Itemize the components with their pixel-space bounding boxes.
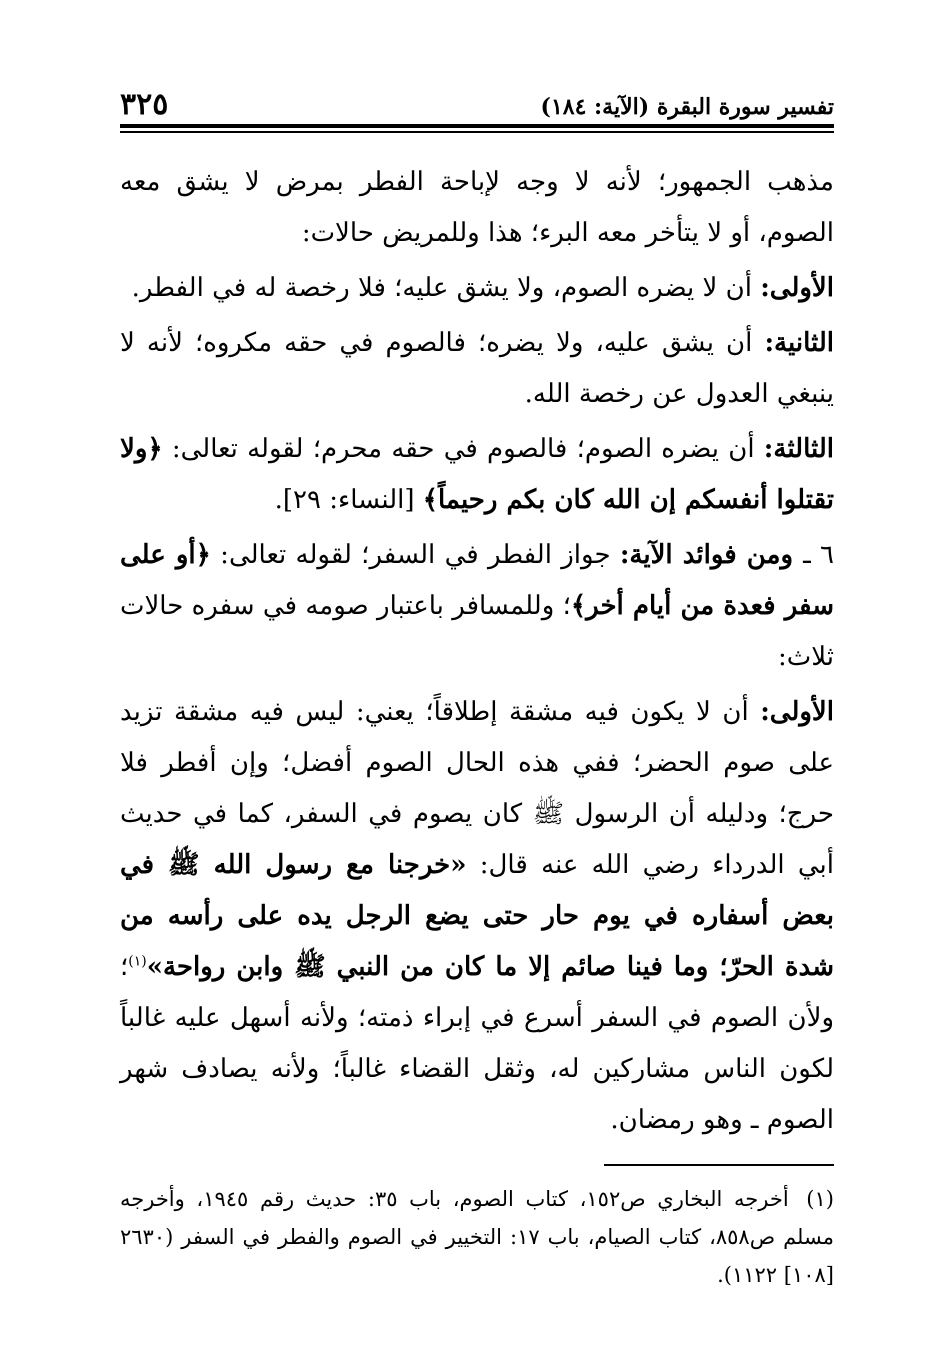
paragraph-lead: الأولى: — [760, 272, 834, 303]
paragraph-text: أن يضره الصوم؛ فالصوم في حقه محرم؛ لقوله تعالى: — [162, 433, 764, 464]
quran-quote: ﴿ولا تقتلوا أنفسكم إن الله كان بكم رحيماً﴾ — [120, 433, 834, 515]
footnote-ref[interactable]: (١) — [128, 952, 147, 969]
paragraph-tail: ؛ وللمسافر باعتبار صومه في سفره حالات ثلاث: — [120, 590, 834, 672]
page-header — [120, 82, 834, 120]
paragraph-lead: الثالثة: — [763, 433, 834, 464]
paragraph — [120, 263, 834, 314]
page-number: ٣٢٥ — [120, 87, 169, 122]
paragraph — [120, 530, 834, 683]
paragraph-text: جواز الفطر في السفر؛ لقوله تعالى: — [210, 539, 620, 570]
running-title: تفسير سورة البقرة (الآية: ١٨٤) — [540, 94, 834, 120]
header-rule-thin — [120, 131, 834, 133]
footnote-number: (١) — [806, 1186, 834, 1211]
hadith-quote: «خرجنا مع رسول الله ﷺ في بعض أسفاره في يوم حار حتى يضع الرجل يده على رأسه من شدة الحرّ؛ وما فينا صائم إلا ما كان من النبي ﷺ وابن رواحة» — [120, 849, 834, 982]
paragraph-text: أن يشق عليه، ولا يضره؛ فالصوم في حقه مكروه؛ لأنه لا ينبغي العدول عن رخصة الله. — [120, 327, 834, 409]
item-number: ٦ ـ — [803, 539, 835, 570]
paragraph-lead: ومن فوائد الآية: — [619, 539, 804, 570]
main-text — [120, 157, 834, 1146]
paragraph-lead: الأولى: — [760, 696, 834, 727]
footnote-rule — [604, 1164, 834, 1166]
paragraph — [120, 157, 834, 259]
paragraph-lead: الثانية: — [764, 327, 834, 358]
paragraph — [120, 424, 834, 526]
paragraph-tail: ؛ ولأن الصوم في السفر أسرع في إبراء ذمته؛ ولأنه أسهل عليه غالباً لكون الناس مشاركين له، وثقل القضاء غالباً؛ ولأنه يصادف شهر الصوم ـ وهو رمضان. — [120, 951, 834, 1135]
paragraph-text: أن لا يكون فيه مشقة إطلاقاً؛ يعني: ليس فيه مشقة تزيد على صوم الحضر؛ ففي هذه الحال الصوم أفضل؛ وإن أفطر فلا حرج؛ ودليله أن الرسول ﷺ كان يصوم في السفر، كما في حديث أبي الدرداء رضي الله عنه قال: — [120, 696, 835, 880]
paragraph-text: أن لا يضره الصوم، ولا يشق عليه؛ فلا رخصة له في الفطر. — [131, 272, 761, 303]
paragraph — [120, 687, 834, 1146]
header-rule-thick — [120, 124, 834, 128]
quran-quote: ﴿أو على سفر فعدة من أيام أخر﴾ — [120, 539, 834, 621]
paragraph — [120, 318, 834, 420]
page — [120, 82, 834, 1294]
footnote — [120, 1180, 834, 1294]
paragraph-tail: [النساء: ٢٩]. — [274, 484, 423, 515]
footnote-text: أخرجه البخاري ص١٥٢، كتاب الصوم، باب ٣٥: حديث رقم ١٩٤٥، وأخرجه مسلم ص٨٥٨، كتاب الصيام، باب ١٧: التخيير في الصوم والفطر في السفر (٢٦٣٠ [١٠٨] ١١٢٢). — [120, 1186, 834, 1287]
paragraph-text: مذهب الجمهور؛ لأنه لا وجه لإباحة الفطر بمرض لا يشق معه الصوم، أو لا يتأخر معه البرء؛ هذا وللمريض حالات: — [120, 166, 834, 248]
